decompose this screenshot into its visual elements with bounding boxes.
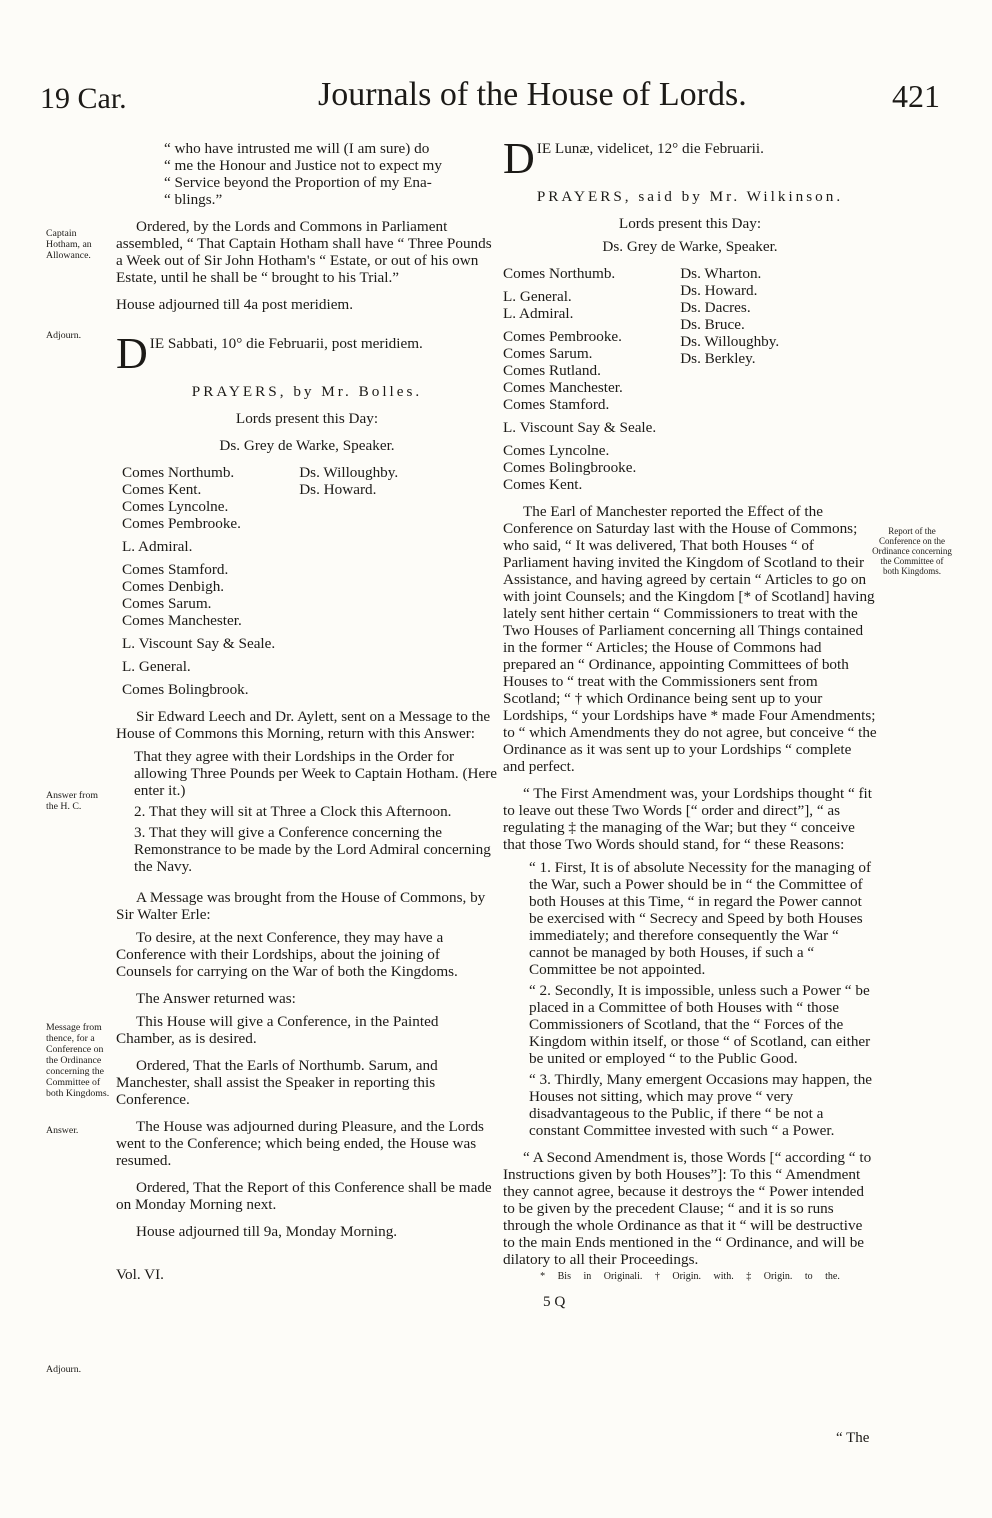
peer-name: Comes Manchester.: [503, 379, 623, 396]
peer-name: Comes Sarum.: [503, 345, 593, 362]
speaker-line: Ds. Grey de Warke, Speaker.: [219, 437, 395, 454]
margin-note-answer-hc: Answer from the H. C.: [46, 790, 98, 812]
margin-note-adjourn-2: Adjourn.: [46, 1364, 82, 1375]
order-reporters: Ordered, That the Earls of Northumb. Sarum, and Manchester, shall assist the Speaker in reporting this Conference.: [116, 1057, 438, 1108]
sitting-heading: IE Sabbati, 10° die Februarii, post meridiem.: [149, 335, 423, 352]
quote-line: “ who have intrusted me will (I am sure) do: [164, 140, 430, 157]
speaker-line: Ds. Grey de Warke, Speaker.: [602, 238, 778, 255]
drop-cap: D: [503, 134, 535, 183]
lords-present-heading: Lords present this Day:: [618, 215, 762, 232]
peer-name: Comes Pembrooke.: [122, 515, 241, 532]
margin-note-captain: Captain Hotham, an Allowance.: [46, 228, 92, 261]
reason-item: “ 3. Thirdly, Many emergent Occasions may happen, the Houses not sitting, which may prove “ very disadvantageous to the Public, if there “ be not a constant Committee invested with such “ a Power.: [529, 1071, 873, 1139]
peer-name: L. General.: [122, 658, 191, 675]
answer-item: 3. That they will give a Conference concerning the Remonstrance to be made by the Lord Admiral concerning the Navy.: [134, 824, 491, 875]
catchword: “ The: [836, 1430, 870, 1446]
peer-name: Ds. Bruce.: [680, 316, 745, 333]
running-header: [0, 74, 992, 126]
peer-name: Comes Rutland.: [503, 362, 601, 379]
peer-name: Comes Lyncolne.: [503, 442, 610, 459]
peer-name: Comes Sarum.: [122, 595, 212, 612]
peer-name: L. General.: [503, 288, 572, 305]
margin-note-report: Report of the Conference on the Ordinance concerning the Committee of both Kingdoms.: [872, 526, 952, 576]
order-report: Ordered, That the Report of this Conference shall be made on Monday Morning next.: [116, 1179, 492, 1213]
footnotes: * Bis in Originali. † Origin. with. ‡ Origin. to the.: [540, 1271, 840, 1282]
adjourned-pleasure: The House was adjourned during Pleasure, and the Lords went to the Conference; which being ended, the House was resumed.: [116, 1118, 484, 1169]
peer-name: Comes Lyncolne.: [122, 498, 229, 515]
prayers-line: PRAYERS, said by Mr. Wilkinson.: [536, 188, 844, 205]
peer-name: Ds. Howard.: [299, 481, 377, 498]
peer-name: Comes Kent.: [122, 481, 202, 498]
prayers-line: PRAYERS, by Mr. Bolles.: [191, 383, 423, 400]
peer-name: Ds. Berkley.: [680, 350, 756, 367]
adjournment-text-2: House adjourned till 9a, Monday Morning.: [136, 1223, 398, 1240]
reason-item: “ 2. Secondly, It is impossible, unless such a Power “ be placed in a Committee of both Houses with “ those Commissioners of Scotland, that the “ Forces of the Kingdom within itself, or those “ of Scotland, can either be united or employed “ to the Public Good.: [529, 982, 871, 1067]
volume-label: Vol. VI.: [116, 1266, 164, 1283]
drop-cap: D: [116, 329, 148, 378]
adjournment-text: House adjourned till 4a post meridiem.: [116, 296, 354, 313]
peer-name: Comes Northumb.: [503, 265, 616, 282]
left-column: [116, 140, 498, 1283]
quote-line: “ me the Honour and Justice not to expect my: [164, 157, 442, 174]
report-text: The Earl of Manchester reported the Effect of the Conference on Saturday last with the House of Commons; who said, “ It was delivered, That both Houses “ of Parliament having invited the Kingdom of Scotland to their Assistance, and having agreed by certain “ Articles to go on with joint Counsels; and the Kingdom [* of Scotland] having lately sent hither certain “ Commissioners to treat with the Two Houses of Parliament concerning all Things contained in the former “ Articles; the House of Commons had prepared an “ Ordinance, appointing Committees of both Houses to “ treat with the Commissioners sent from Scotland; “ † which Ordinance being sent up to your Lordships, “ your Lordships have * made Four Amendments; to “ which Amendments they do not agree, but conceive “ the Ordinance as it was sent up to your Lordships “ complete and perfect.: [503, 503, 877, 775]
reason-item: “ 1. First, It is of absolute Necessity for the managing of the War, such a Power should be in “ the Committee of both Houses at this Time, “ in regard the Power cannot be exercised with “ Secrecy and Speed by both Houses immediately; and therefore consequently the War “ cannot be managed by both Houses, if such a “ Committee be not appointed.: [529, 859, 872, 978]
peer-name: L. Viscount Say & Seale.: [503, 419, 657, 436]
peer-name: Comes Stamford.: [122, 561, 229, 578]
peer-name: L. Admiral.: [503, 305, 574, 322]
peer-name: Comes Denbigh.: [122, 578, 225, 595]
margin-note-adjourn: Adjourn.: [46, 330, 82, 341]
peer-name: Comes Kent.: [503, 476, 583, 493]
answer-text: This House will give a Conference, in the Painted Chamber, as is desired.: [116, 1013, 439, 1047]
peer-name: Ds. Willoughby.: [299, 464, 399, 481]
peer-name: Ds. Willoughby.: [680, 333, 780, 350]
answer-returned: The Answer returned was:: [136, 990, 296, 1007]
peer-name: Comes Manchester.: [122, 612, 242, 629]
peer-name: Ds. Wharton.: [680, 265, 762, 282]
page-number: 421: [892, 78, 940, 114]
journal-title: Journals of the House of Lords.: [318, 76, 747, 113]
margin-note-message: Message from thence, for a Conference on the Ordinance concerning the Committee of both Kingdoms.: [46, 1022, 110, 1099]
peer-name: Ds. Dacres.: [680, 299, 751, 316]
peer-name: Comes Northumb.: [122, 464, 235, 481]
answer-intro: Sir Edward Leech and Dr. Aylett, sent on a Message to the House of Commons this Morning, return with this Answer:: [116, 708, 491, 742]
peer-name: Comes Bolingbrook.: [122, 681, 249, 698]
sitting-heading: IE Lunæ, videlicet, 12° die Februarii.: [536, 140, 764, 157]
margin-note-answer: Answer.: [46, 1125, 79, 1136]
peer-name: Comes Pembrooke.: [503, 328, 622, 345]
peer-name: Comes Stamford.: [503, 396, 610, 413]
answer-item: 2. That they will sit at Three a Clock this Afternoon.: [134, 803, 452, 820]
regnal-year: 19 Car.: [40, 82, 127, 115]
order-hotham: Ordered, by the Lords and Commons in Parliament assembled, “ That Captain Hotham shall have “ Three Pounds a Week out of Sir John Hotham's “ Estate, or out of his own Estate, until he shall be “ brought to his Trial.”: [116, 218, 492, 286]
message-body: To desire, at the next Conference, they may have a Conference with their Lordships, about the joining of Counsels for carrying on the War of both the Kingdoms.: [116, 929, 458, 980]
peer-name: Ds. Howard.: [680, 282, 758, 299]
peer-name: Comes Bolingbrooke.: [503, 459, 637, 476]
first-amendment: “ The First Amendment was, your Lordships thought “ fit to leave out these Two Words [“ order and direct”], “ as regulating ‡ the managing of the War; but they “ conceive that those Two Words should stand, for “ these Reasons:: [503, 785, 872, 853]
signature-mark: 5 Q: [543, 1293, 566, 1310]
quote-line: “ blings.”: [164, 191, 223, 208]
peers-list: [503, 265, 877, 493]
peer-name: L. Viscount Say & Seale.: [122, 635, 276, 652]
lords-present-heading: Lords present this Day:: [235, 410, 379, 427]
second-amendment: “ A Second Amendment is, those Words [“ according “ to Instructions given by both Houses”]: To this “ Amendment they cannot agree, because it destroys the “ Power intended to be given by the precedent Clause; “ and it is so runs through the whole Ordinance as that it “ will be destructive to the main Ends mentioned in the “ Ordinance, and will be dilatory to all their Proceedings.: [503, 1149, 872, 1268]
peer-name: L. Admiral.: [122, 538, 193, 555]
right-column: [503, 134, 877, 1310]
peers-list: [116, 464, 498, 698]
answer-item: That they agree with their Lordships in the Order for allowing Three Pounds per Week to Captain Hotham. (Here enter it.): [134, 748, 498, 799]
quote-line: “ Service beyond the Proportion of my Ena-: [164, 174, 432, 191]
message-intro: A Message was brought from the House of Commons, by Sir Walter Erle:: [116, 889, 486, 923]
